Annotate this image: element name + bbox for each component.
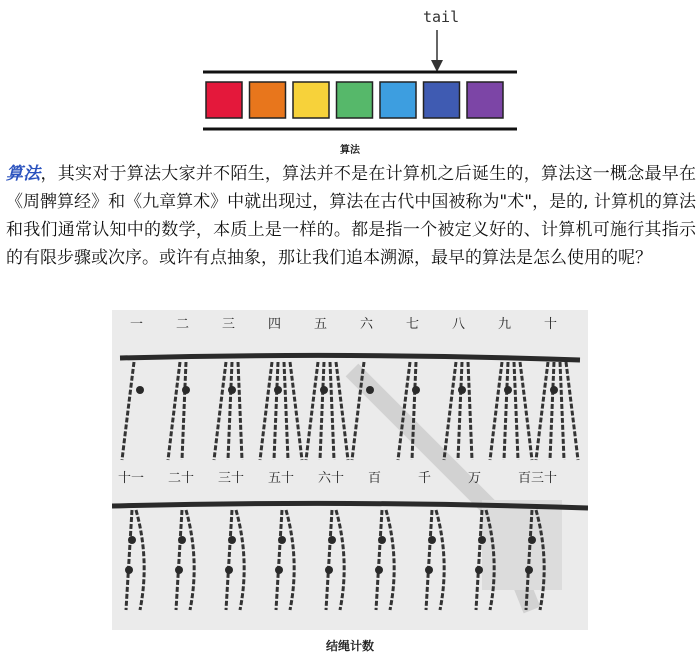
- bottom-knot: [528, 536, 536, 544]
- queue-svg: [0, 0, 700, 140]
- top-numeral: 四: [268, 317, 282, 332]
- bottom-knot: [378, 536, 386, 544]
- bottom-knot: [125, 566, 133, 574]
- top-numeral: 七: [406, 317, 420, 332]
- bottom-knot: [325, 566, 333, 574]
- bottom-knot: [375, 566, 383, 574]
- bottom-knot: [425, 566, 433, 574]
- bottom-knot: [428, 536, 436, 544]
- bottom-numeral: 六十: [318, 471, 345, 486]
- bottom-knot: [128, 536, 136, 544]
- top-knot: [136, 386, 144, 394]
- top-knot: [412, 386, 420, 394]
- paragraph-body: ，其实对于算法大家并不陌生，算法并不是在计算机之后诞生的，算法这一概念最早在《周髀算经》和《九章算术》中就出现过，算法在古代中国被称为"术"，是的, 计算机的算法和我们通常认知中的数学，本质上是一样的。都是指一个被定义好的、计算机可施行其指示的有限步骤或次序。或许有点抽象，那让我们追本溯源，最早的算法是怎么使用的呢？: [6, 164, 697, 268]
- bottom-numeral: 三十: [218, 471, 245, 486]
- bottom-knot: [475, 566, 483, 574]
- top-knot: [366, 386, 374, 394]
- queue-block: [337, 82, 373, 118]
- bottom-knot: [278, 536, 286, 544]
- top-numeral: 五: [314, 317, 328, 332]
- top-numeral: 一: [130, 317, 144, 332]
- figure1-caption: 算法: [340, 145, 360, 156]
- top-numeral: 三: [222, 317, 236, 332]
- top-knot: [504, 386, 512, 394]
- top-numeral: 八: [452, 317, 466, 332]
- top-knot: [458, 386, 466, 394]
- bottom-knot: [525, 566, 533, 574]
- top-numeral: 九: [498, 317, 512, 332]
- queue-blocks: [206, 82, 503, 118]
- knot-illustration: [112, 310, 588, 630]
- top-numeral: 六: [360, 317, 374, 332]
- top-knot: [182, 386, 190, 394]
- queue-diagram: [0, 0, 700, 160]
- bottom-knot: [178, 536, 186, 544]
- bottom-knot: [228, 536, 236, 544]
- bottom-numeral: 二十: [168, 471, 195, 486]
- bottom-knot: [478, 536, 486, 544]
- top-numeral: 十: [544, 317, 558, 332]
- queue-block: [293, 82, 329, 118]
- queue-block: [250, 82, 286, 118]
- tail-label: tail: [423, 8, 460, 26]
- top-knot: [274, 386, 282, 394]
- knot-counting-photo: [112, 310, 588, 630]
- queue-block: [467, 82, 503, 118]
- bottom-numeral: 十一: [118, 471, 145, 486]
- highlight-term: 算法: [6, 164, 41, 184]
- bottom-numeral: 五十: [268, 471, 295, 486]
- bottom-knot: [175, 566, 183, 574]
- bottom-numeral: 百: [368, 471, 382, 486]
- bottom-knot: [225, 566, 233, 574]
- queue-block: [206, 82, 242, 118]
- top-knot: [550, 386, 558, 394]
- intro-paragraph: [6, 160, 696, 272]
- figure2-caption: 结绳计数: [325, 639, 374, 653]
- top-numeral: 二: [176, 317, 190, 332]
- bottom-numeral: 百三十: [518, 471, 558, 486]
- queue-block: [380, 82, 416, 118]
- bottom-knot: [328, 536, 336, 544]
- top-knot: [320, 386, 328, 394]
- queue-block: [424, 82, 460, 118]
- bottom-knot: [275, 566, 283, 574]
- top-knot: [228, 386, 236, 394]
- bottom-numeral: 千: [418, 471, 432, 486]
- bottom-numeral: 万: [468, 471, 482, 486]
